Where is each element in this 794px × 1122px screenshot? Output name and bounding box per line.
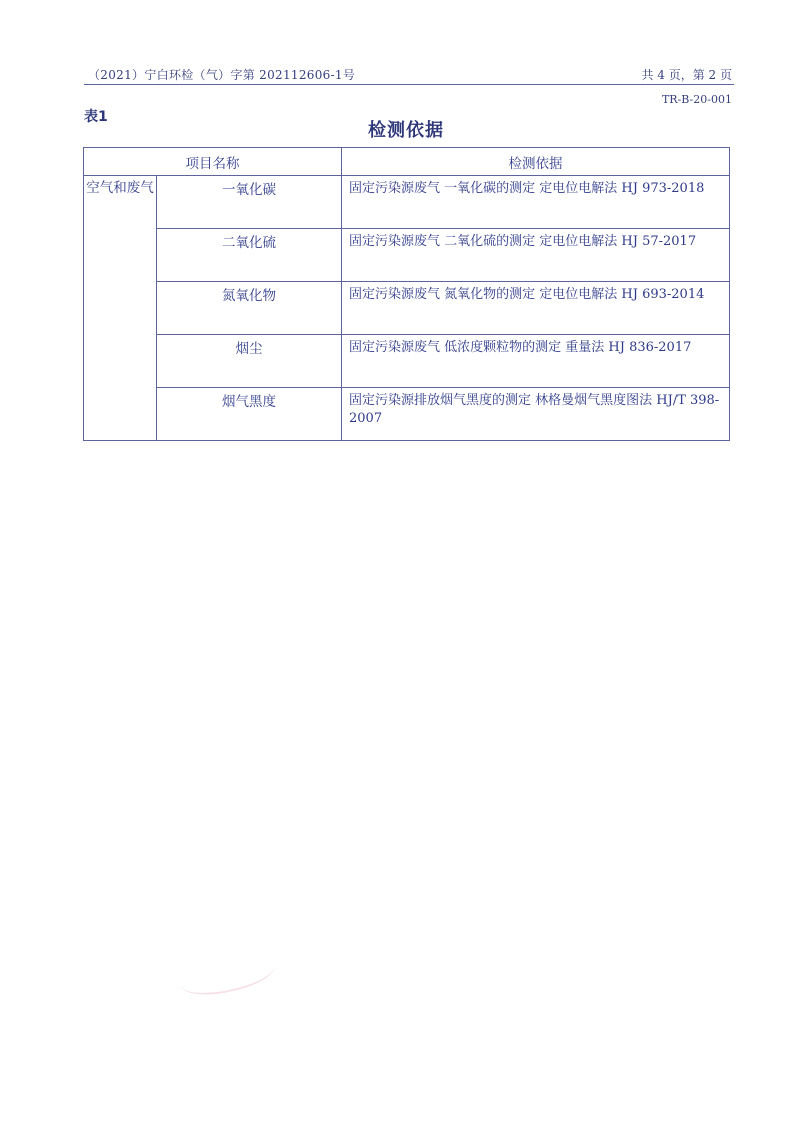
table-row	[84, 282, 730, 335]
method-cell: 固定污染源废气 低浓度颗粒物的测定 重量法 HJ 836-2017	[342, 335, 730, 388]
header-detection-basis: 检测依据	[342, 148, 730, 176]
header-item-name: 项目名称	[84, 148, 342, 176]
category-cell: 空气和废气	[84, 176, 157, 441]
table-label: 表1	[84, 109, 108, 125]
faint-stamp-mark	[178, 950, 278, 1001]
item-cell: 氮氧化物	[157, 282, 342, 335]
page-title: 检测依据	[368, 120, 444, 141]
table-header-row	[84, 148, 730, 176]
method-cell: 固定污染源废气 氮氧化物的测定 定电位电解法 HJ 693-2014	[342, 282, 730, 335]
item-cell: 烟气黑度	[157, 388, 342, 441]
method-cell: 固定污染源废气 一氧化碳的测定 定电位电解法 HJ 973-2018	[342, 176, 730, 229]
detection-basis-table	[83, 147, 730, 441]
report-number: （2021）宁白环检（气）字第 202112606-1号	[88, 68, 356, 82]
table-row	[84, 176, 730, 229]
page-info: 共 4 页，第 2 页	[641, 68, 732, 82]
item-cell: 烟尘	[157, 335, 342, 388]
method-cell: 固定污染源废气 二氧化硫的测定 定电位电解法 HJ 57-2017	[342, 229, 730, 282]
header-divider	[84, 84, 734, 85]
form-code: TR-B-20-001	[661, 93, 732, 106]
table-row	[84, 388, 730, 441]
table-row	[84, 335, 730, 388]
item-cell: 二氧化硫	[157, 229, 342, 282]
method-cell: 固定污染源排放烟气黑度的测定 林格曼烟气黑度图法 HJ/T 398-2007	[342, 388, 730, 441]
item-cell: 一氧化碳	[157, 176, 342, 229]
table-row	[84, 229, 730, 282]
